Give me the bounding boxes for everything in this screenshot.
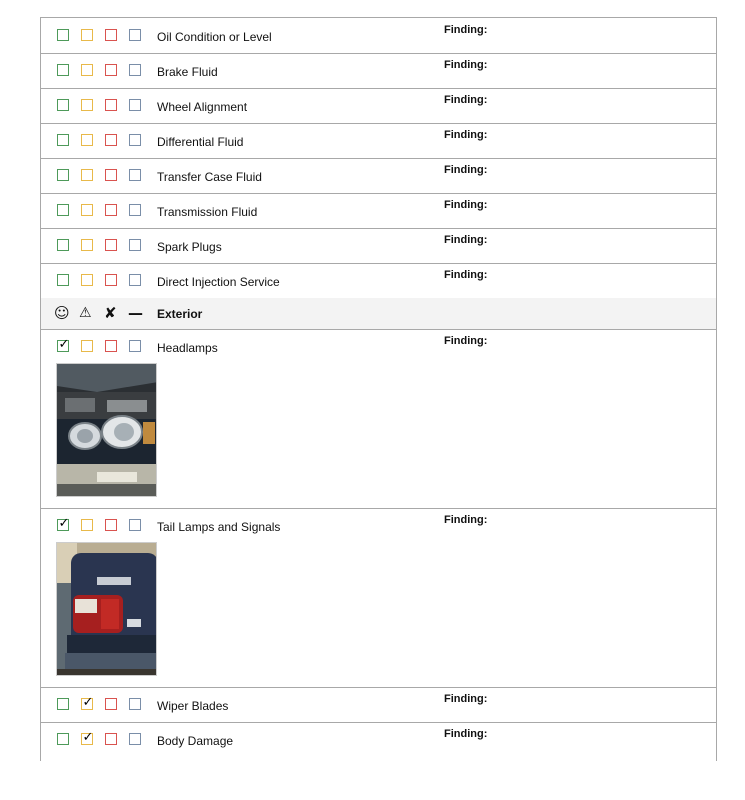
status-checkbox-red[interactable] [105,519,117,531]
checkmark-icon: ✓ [58,337,70,352]
finding-label: Finding: [444,129,488,141]
status-checkbox-yellow[interactable] [81,519,93,531]
finding-label: Finding: [444,269,488,281]
checklist-row-oil [41,18,716,54]
finding-label: Finding: [444,728,488,740]
checkmark-icon: ✓ [82,695,94,710]
status-checkbox-na[interactable] [129,733,141,745]
item-label: Direct Injection Service [157,275,280,289]
status-checkbox-green[interactable] [57,698,69,710]
status-checkbox-yellow[interactable] [81,204,93,216]
checklist-row-direct-injection [41,263,716,299]
status-checkbox-green[interactable] [57,169,69,181]
smiley-icon: ☺ [54,304,70,322]
warning-icon: ⚠ [79,305,92,321]
status-checkbox-yellow[interactable] [81,64,93,76]
status-checkbox-yellow[interactable] [81,340,93,352]
dash-icon: — [128,304,143,322]
checkmark-icon: ✓ [58,516,70,531]
item-label: Brake Fluid [157,65,218,79]
status-checkbox-red[interactable] [105,274,117,286]
status-checkbox-red[interactable] [105,239,117,251]
status-checkbox-red[interactable] [105,340,117,352]
status-checkbox-na[interactable] [129,239,141,251]
item-label: Differential Fluid [157,135,244,149]
status-checkbox-red[interactable] [105,134,117,146]
item-label: Spark Plugs [157,240,222,254]
status-checkbox-green[interactable] [57,99,69,111]
status-checkbox-yellow[interactable] [81,239,93,251]
status-checkbox-red[interactable] [105,204,117,216]
status-checkbox-green[interactable] [57,239,69,251]
status-checkbox-na[interactable] [129,340,141,352]
item-label: Wheel Alignment [157,100,248,114]
cross-icon: ✘ [104,304,117,322]
checklist-row-headlamps [41,329,716,509]
item-label: Oil Condition or Level [157,30,272,44]
checklist-row-transmission-fluid [41,193,716,229]
item-label: Body Damage [157,734,234,748]
status-checkbox-na[interactable] [129,698,141,710]
status-checkbox-na[interactable] [129,99,141,111]
taillamp-image [57,543,157,676]
status-checkbox-yellow[interactable] [81,134,93,146]
item-label: Tail Lamps and Signals [157,520,281,534]
status-checkbox-green[interactable] [57,274,69,286]
status-checkbox-yellow[interactable] [81,169,93,181]
inspection-checklist [40,17,717,761]
checklist-row-differential-fluid [41,123,716,159]
status-checkbox-na[interactable] [129,204,141,216]
status-checkbox-red[interactable] [105,29,117,41]
status-checkbox-green[interactable] [57,29,69,41]
status-checkbox-red[interactable] [105,169,117,181]
finding-label: Finding: [444,164,488,176]
status-checkbox-na[interactable] [129,274,141,286]
section-title: Exterior [157,307,203,321]
status-checkbox-yellow[interactable] [81,730,94,745]
checkmark-icon: ✓ [82,730,94,745]
checklist-row-tail-lamps [41,508,716,688]
status-checkbox-red[interactable] [105,99,117,111]
finding-label: Finding: [444,59,488,71]
status-checkbox-red[interactable] [105,698,117,710]
checklist-row-wiper-blades [41,687,716,723]
status-checkbox-yellow[interactable] [81,29,93,41]
item-label: Headlamps [157,341,218,355]
status-checkbox-green[interactable] [57,733,69,745]
checklist-row-body-damage [41,722,716,761]
status-checkbox-yellow[interactable] [81,274,93,286]
status-checkbox-na[interactable] [129,64,141,76]
finding-label: Finding: [444,94,488,106]
checklist-row-transfer-case-fluid [41,158,716,194]
status-checkbox-yellow[interactable] [81,695,94,710]
status-checkbox-green[interactable] [57,516,70,531]
item-label: Transfer Case Fluid [157,170,262,184]
checklist-row-wheel-alignment [41,88,716,124]
status-checkbox-green[interactable] [57,337,70,352]
finding-label: Finding: [444,335,488,347]
finding-label: Finding: [444,514,488,526]
status-checkbox-na[interactable] [129,519,141,531]
status-checkbox-green[interactable] [57,64,69,76]
taillamp-photo[interactable] [56,542,157,676]
checklist-row-brake-fluid [41,53,716,89]
status-checkbox-green[interactable] [57,204,69,216]
status-checkbox-yellow[interactable] [81,99,93,111]
checklist-row-spark-plugs [41,228,716,264]
finding-label: Finding: [444,234,488,246]
finding-label: Finding: [444,24,488,36]
item-label: Wiper Blades [157,699,229,713]
headlamp-photo[interactable] [56,363,157,497]
headlamp-image [57,364,157,497]
status-checkbox-green[interactable] [57,134,69,146]
status-checkbox-red[interactable] [105,64,117,76]
status-checkbox-na[interactable] [129,134,141,146]
item-label: Transmission Fluid [157,205,258,219]
finding-label: Finding: [444,693,488,705]
status-checkbox-red[interactable] [105,733,117,745]
section-header-exterior [41,298,716,330]
status-checkbox-na[interactable] [129,169,141,181]
status-checkbox-na[interactable] [129,29,141,41]
finding-label: Finding: [444,199,488,211]
